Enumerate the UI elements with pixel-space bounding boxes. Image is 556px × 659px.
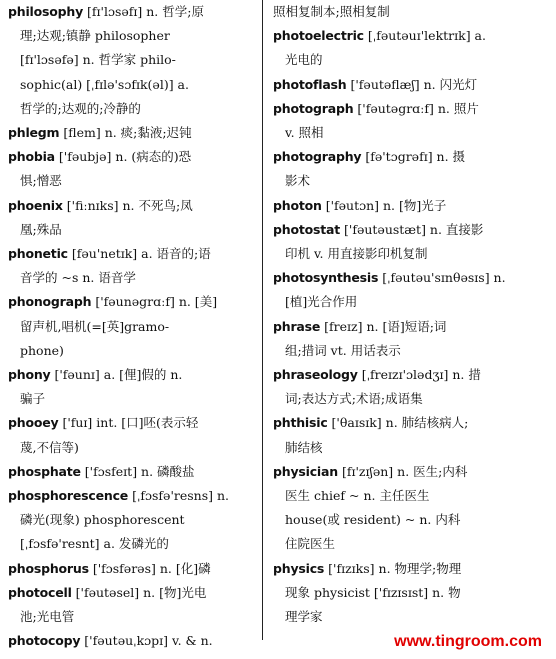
dictionary-entry: [273, 266, 523, 314]
dictionary-entry: [273, 73, 523, 97]
definition-continuation: 组;措词 vt. 用话表示: [285, 342, 401, 358]
definition-text: [fɪ'lɔsəfɪ] n. 哲学;原: [87, 4, 204, 19]
dictionary-entry: [273, 460, 523, 557]
definition-text: ['fɪzɪks] n. 物理学;物理: [328, 560, 462, 576]
dictionary-entry: [273, 315, 523, 363]
dictionary-entry: [8, 411, 258, 459]
definition-text: 照相复制本;照相复制: [273, 4, 390, 19]
headword: phonograph: [8, 294, 92, 310]
dictionary-entry: [273, 194, 523, 218]
definition-text: [fə'tɔgrəfɪ] n. 摄: [365, 149, 466, 165]
definition-continuation: 印机 v. 用直接影印机复制: [285, 246, 428, 262]
headword: phooey: [8, 415, 59, 431]
definition-text: [ˌfreɪzɪ'ɔlədʒɪ] n. 措: [361, 367, 481, 383]
headword: phoenix: [8, 197, 63, 213]
headword: phobia: [8, 149, 55, 165]
definition-continuation: 现象 physicist ['fɪzɪsɪst] n. 物: [285, 584, 461, 600]
headword: photoelectric: [273, 28, 364, 44]
definition-text: ['fəunɪ] a. [俚]假的 n.: [54, 367, 183, 383]
dictionary-entry: [8, 242, 258, 290]
definition-text: [fəu'netɪk] a. 语音的;语: [71, 246, 211, 262]
definition-text: ['fiːnɪks] n. 不死鸟;凤: [66, 197, 193, 213]
definition-continuation: 骗子: [20, 391, 46, 407]
definition-continuation: v. 照相: [285, 125, 324, 141]
definition-continuation: 蔑,不信等): [20, 439, 79, 455]
definition-text: [ˌfəutəu'sɪnθəsɪs] n.: [382, 270, 506, 286]
headword: phlegm: [8, 125, 60, 141]
definition-continuation: [植]光合作用: [285, 294, 358, 310]
headword: phraseology: [273, 367, 358, 383]
definition-text: ['fuɪ] int. [口]呸(表示轻: [62, 415, 199, 431]
definition-continuation: [ˌfɔsfə'resnt] a. 发磷光的: [20, 536, 169, 552]
definition-text: ['fəutəustæt] n. 直接影: [344, 221, 484, 237]
definition-text: [freɪz] n. [语]短语;词: [324, 318, 447, 334]
dictionary-entry: [8, 557, 258, 581]
dictionary-entry: [273, 557, 523, 630]
dictionary-entry: [8, 194, 258, 242]
headword: phosphorescence: [8, 488, 129, 504]
dictionary-entry: [8, 460, 258, 484]
definition-continuation: 医生 chief ~ n. 主任医生: [285, 488, 430, 504]
definition-text: [ˌfɔsfə'resns] n.: [132, 488, 230, 504]
headword: photocell: [8, 584, 72, 600]
headword: photograph: [273, 100, 354, 116]
definition-text: [ˌfəutəuɪ'lektrɪk] a.: [367, 28, 486, 44]
dictionary-entry: [273, 218, 523, 266]
definition-continuation: 住院医生: [285, 536, 336, 552]
headword: phrase: [273, 318, 321, 334]
definition-continuation: 光电的: [285, 52, 323, 68]
dictionary-entry: [8, 363, 258, 411]
dictionary-entry: [273, 145, 523, 193]
headword: phosphate: [8, 463, 81, 479]
dictionary-entry: [8, 290, 258, 363]
definition-text: ['fəutəgrɑːf] n. 照片: [357, 100, 479, 116]
headword: photoflash: [273, 76, 347, 92]
headword: phony: [8, 367, 51, 383]
dictionary-entry: [8, 484, 258, 557]
headword: philosophy: [8, 4, 84, 19]
definition-continuation: 磷光(现象) phosphorescent: [20, 512, 185, 528]
dictionary-entry: [8, 145, 258, 193]
headword: photocopy: [8, 633, 81, 649]
dictionary-entry: [273, 0, 523, 24]
headword: phosphorus: [8, 560, 89, 576]
definition-continuation: 肺结核: [285, 439, 323, 455]
headword: photostat: [273, 221, 341, 237]
headword: physics: [273, 560, 325, 576]
definition-continuation: 留声机,唱机(=[英]gramo-: [20, 318, 170, 334]
definition-text: ['fɔsfərəs] n. [化]磷: [92, 560, 211, 576]
definition-text: [flem] n. 痰;黏液;迟钝: [63, 125, 192, 141]
definition-continuation: [fɪ'lɔsəfə] n. 哲学家 philo-: [20, 52, 176, 68]
left-column: [8, 0, 258, 653]
headword: photosynthesis: [273, 270, 379, 286]
headword: phonetic: [8, 246, 68, 262]
definition-continuation: 音学的 ~s n. 语音学: [20, 270, 136, 286]
definition-continuation: 理学家: [285, 609, 323, 625]
right-column: [273, 0, 523, 629]
definition-text: ['fəutɔn] n. [物]光子: [325, 197, 447, 213]
definition-continuation: 凰;殊品: [20, 221, 62, 237]
dictionary-entry: [273, 363, 523, 411]
definition-continuation: sophic(al) [ˌfɪlə'sɔfɪk(əl)] a.: [20, 76, 189, 92]
dictionary-entry: [273, 97, 523, 145]
dictionary-entry: [8, 629, 258, 653]
watermark: www.tingroom.com: [394, 633, 542, 650]
definition-continuation: 理;达观;镇静 philosopher: [20, 28, 170, 44]
dictionary-entry: [8, 581, 258, 629]
definition-text: ['fəunəgrɑːf] n. [美]: [95, 294, 218, 310]
dictionary-entry: [8, 121, 258, 145]
headword: phthisic: [273, 415, 328, 431]
definition-text: ['fəutəsel] n. [物]光电: [75, 584, 207, 600]
definition-text: ['fəutəflæʃ] n. 闪光灯: [350, 76, 478, 92]
definition-continuation: 惧;憎恶: [20, 173, 62, 189]
headword: physician: [273, 463, 338, 479]
dictionary-entry: [273, 411, 523, 459]
definition-continuation: phone): [20, 342, 64, 358]
definition-text: ['θaɪsɪk] n. 肺结核病人;: [331, 415, 469, 431]
definition-continuation: 影术: [285, 173, 311, 189]
definition-text: [fɪ'zɪʃən] n. 医生;内科: [341, 463, 468, 479]
definition-continuation: 池;光电管: [20, 609, 75, 625]
dictionary-entry: [273, 24, 523, 72]
definition-text: ['fɔsfeɪt] n. 磷酸盐: [84, 463, 195, 479]
definition-continuation: 哲学的;达观的;冷静的: [20, 100, 141, 116]
definition-text: ['fəutəuˌkɔpɪ] v. & n.: [84, 633, 213, 649]
dictionary-entry: [8, 0, 258, 121]
headword: photography: [273, 149, 362, 165]
column-divider: [262, 0, 263, 640]
definition-continuation: 词;表达方式;术语;成语集: [285, 391, 423, 407]
headword: photon: [273, 197, 322, 213]
definition-continuation: house(或 resident) ~ n. 内科: [285, 512, 461, 528]
definition-text: ['fəubjə] n. (病态的)恐: [58, 149, 192, 165]
